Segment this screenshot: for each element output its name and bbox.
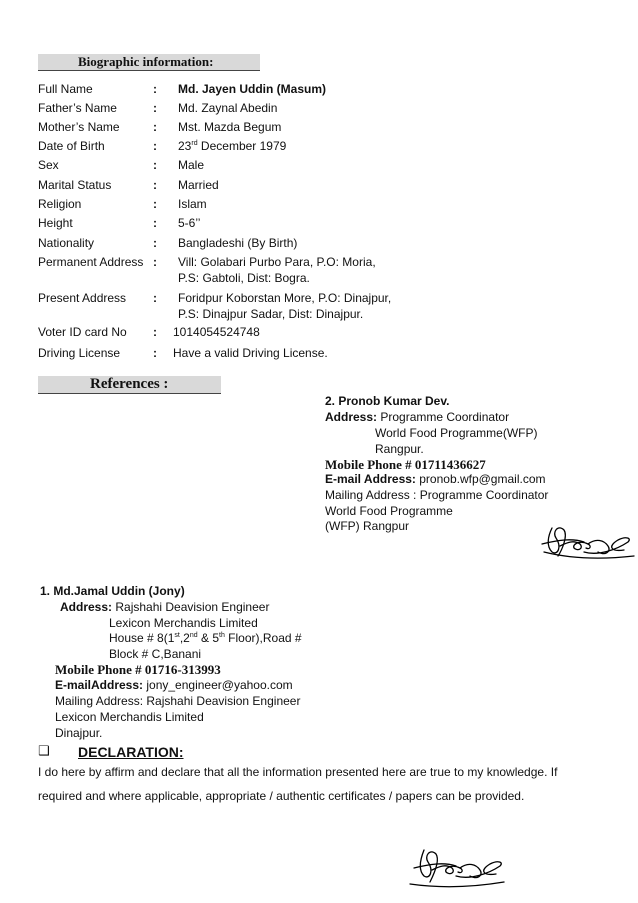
ref1-mailing-line3: Dinajpur. (55, 726, 103, 740)
value-marital-status: Married (178, 178, 219, 192)
label-date-of-birth: Date of Birth (38, 139, 105, 153)
label-present-address: Present Address (38, 291, 127, 305)
label-religion: Religion (38, 197, 82, 211)
label-permanent-address: Permanent Address (38, 255, 144, 269)
checkbox-bullet-icon: ❑ (38, 744, 50, 759)
declaration-line1: I do here by affirm and declare that all the information presented here are true to my knowledge. If (38, 765, 558, 779)
signature-image-2 (408, 842, 508, 892)
colon: : (153, 216, 157, 230)
label-height: Height (38, 216, 73, 230)
declaration-line2: required and where applicable, appropriate / authentic certificates / papers can be provided. (38, 789, 525, 803)
ref1-address-line1: Address: Rajshahi Deavision Engineer (60, 600, 270, 614)
label-mothers-name: Mother’s Name (38, 120, 120, 134)
ref2-mobile: Mobile Phone # 01711436627 (325, 457, 486, 472)
value-present-address-line1: Foridpur Koborstan More, P.O: Dinajpur, (178, 291, 392, 305)
value-date-of-birth: 23rd December 1979 (178, 139, 287, 153)
label-sex: Sex (38, 158, 59, 172)
declaration-heading: DECLARATION: (78, 744, 184, 760)
ref1-mailing-line1: Mailing Address: Rajshahi Deavision Engineer (55, 694, 301, 708)
biographic-heading: Biographic information: (78, 54, 214, 69)
ref1-mobile: Mobile Phone # 01716-313993 (55, 662, 221, 677)
ref1-name: 1. Md.Jamal Uddin (Jony) (40, 584, 185, 598)
ref2-address-line2: World Food Programme(WFP) (375, 426, 538, 440)
value-permanent-address-line1: Vill: Golabari Purbo Para, P.O: Moria, (178, 255, 376, 269)
ref2-mailing-line3: (WFP) Rangpur (325, 519, 410, 533)
colon: : (153, 178, 157, 192)
references-heading-bar (38, 376, 221, 394)
colon: : (153, 291, 157, 305)
colon: : (153, 158, 157, 172)
ref2-address-line3: Rangpur. (375, 442, 424, 456)
colon: : (153, 236, 157, 250)
value-permanent-address-line2: P.S: Gabtoli, Dist: Bogra. (178, 271, 310, 285)
ref2-mailing-line2: World Food Programme (325, 504, 453, 518)
colon: : (153, 101, 157, 115)
value-voter-id: 1014054524748 (173, 325, 260, 339)
ref2-email: E-mail Address: pronob.wfp@gmail.com (325, 472, 546, 486)
label-marital-status: Marital Status (38, 178, 112, 192)
ref1-address-line2: Lexicon Merchandis Limited (109, 616, 258, 630)
label-voter-id: Voter ID card No (38, 325, 127, 339)
label-nationality: Nationality (38, 236, 95, 250)
value-mothers-name: Mst. Mazda Begum (178, 120, 282, 134)
ref1-address-line4: Block # C,Banani (109, 647, 202, 661)
value-fathers-name: Md. Zaynal Abedin (178, 101, 278, 115)
colon: : (153, 325, 157, 339)
colon: : (153, 197, 157, 211)
value-sex: Male (178, 158, 205, 172)
ref1-email: E-mailAddress: jony_engineer@yahoo.com (55, 678, 293, 692)
colon: : (153, 346, 157, 360)
value-nationality: Bangladeshi (By Birth) (178, 236, 298, 250)
label-full-name: Full Name (38, 82, 93, 96)
value-present-address-line2: P.S: Dinajpur Sadar, Dist: Dinajpur. (178, 307, 364, 321)
colon: : (153, 255, 157, 269)
value-driving-license: Have a valid Driving License. (173, 346, 328, 360)
biographic-heading-bar (38, 54, 260, 71)
value-height: 5-6’’ (178, 216, 201, 230)
ref1-mailing-line2: Lexicon Merchandis Limited (55, 710, 204, 724)
colon: : (153, 139, 157, 153)
ref1-address-line3: House # 8(1st,2nd & 5th Floor),Road # (109, 631, 302, 645)
references-heading: References : (90, 376, 169, 392)
colon: : (153, 82, 157, 96)
value-religion: Islam (178, 197, 207, 211)
ref2-mailing-line1: Mailing Address : Programme Coordinator (325, 488, 549, 502)
value-full-name: Md. Jayen Uddin (Masum) (178, 82, 327, 96)
signature-image (538, 516, 638, 566)
label-driving-license: Driving License (38, 346, 121, 360)
ref2-name: 2. Pronob Kumar Dev. (325, 394, 450, 408)
label-fathers-name: Father’s Name (38, 101, 117, 115)
ref2-address-line1: Address: Programme Coordinator (325, 410, 510, 424)
colon: : (153, 120, 157, 134)
